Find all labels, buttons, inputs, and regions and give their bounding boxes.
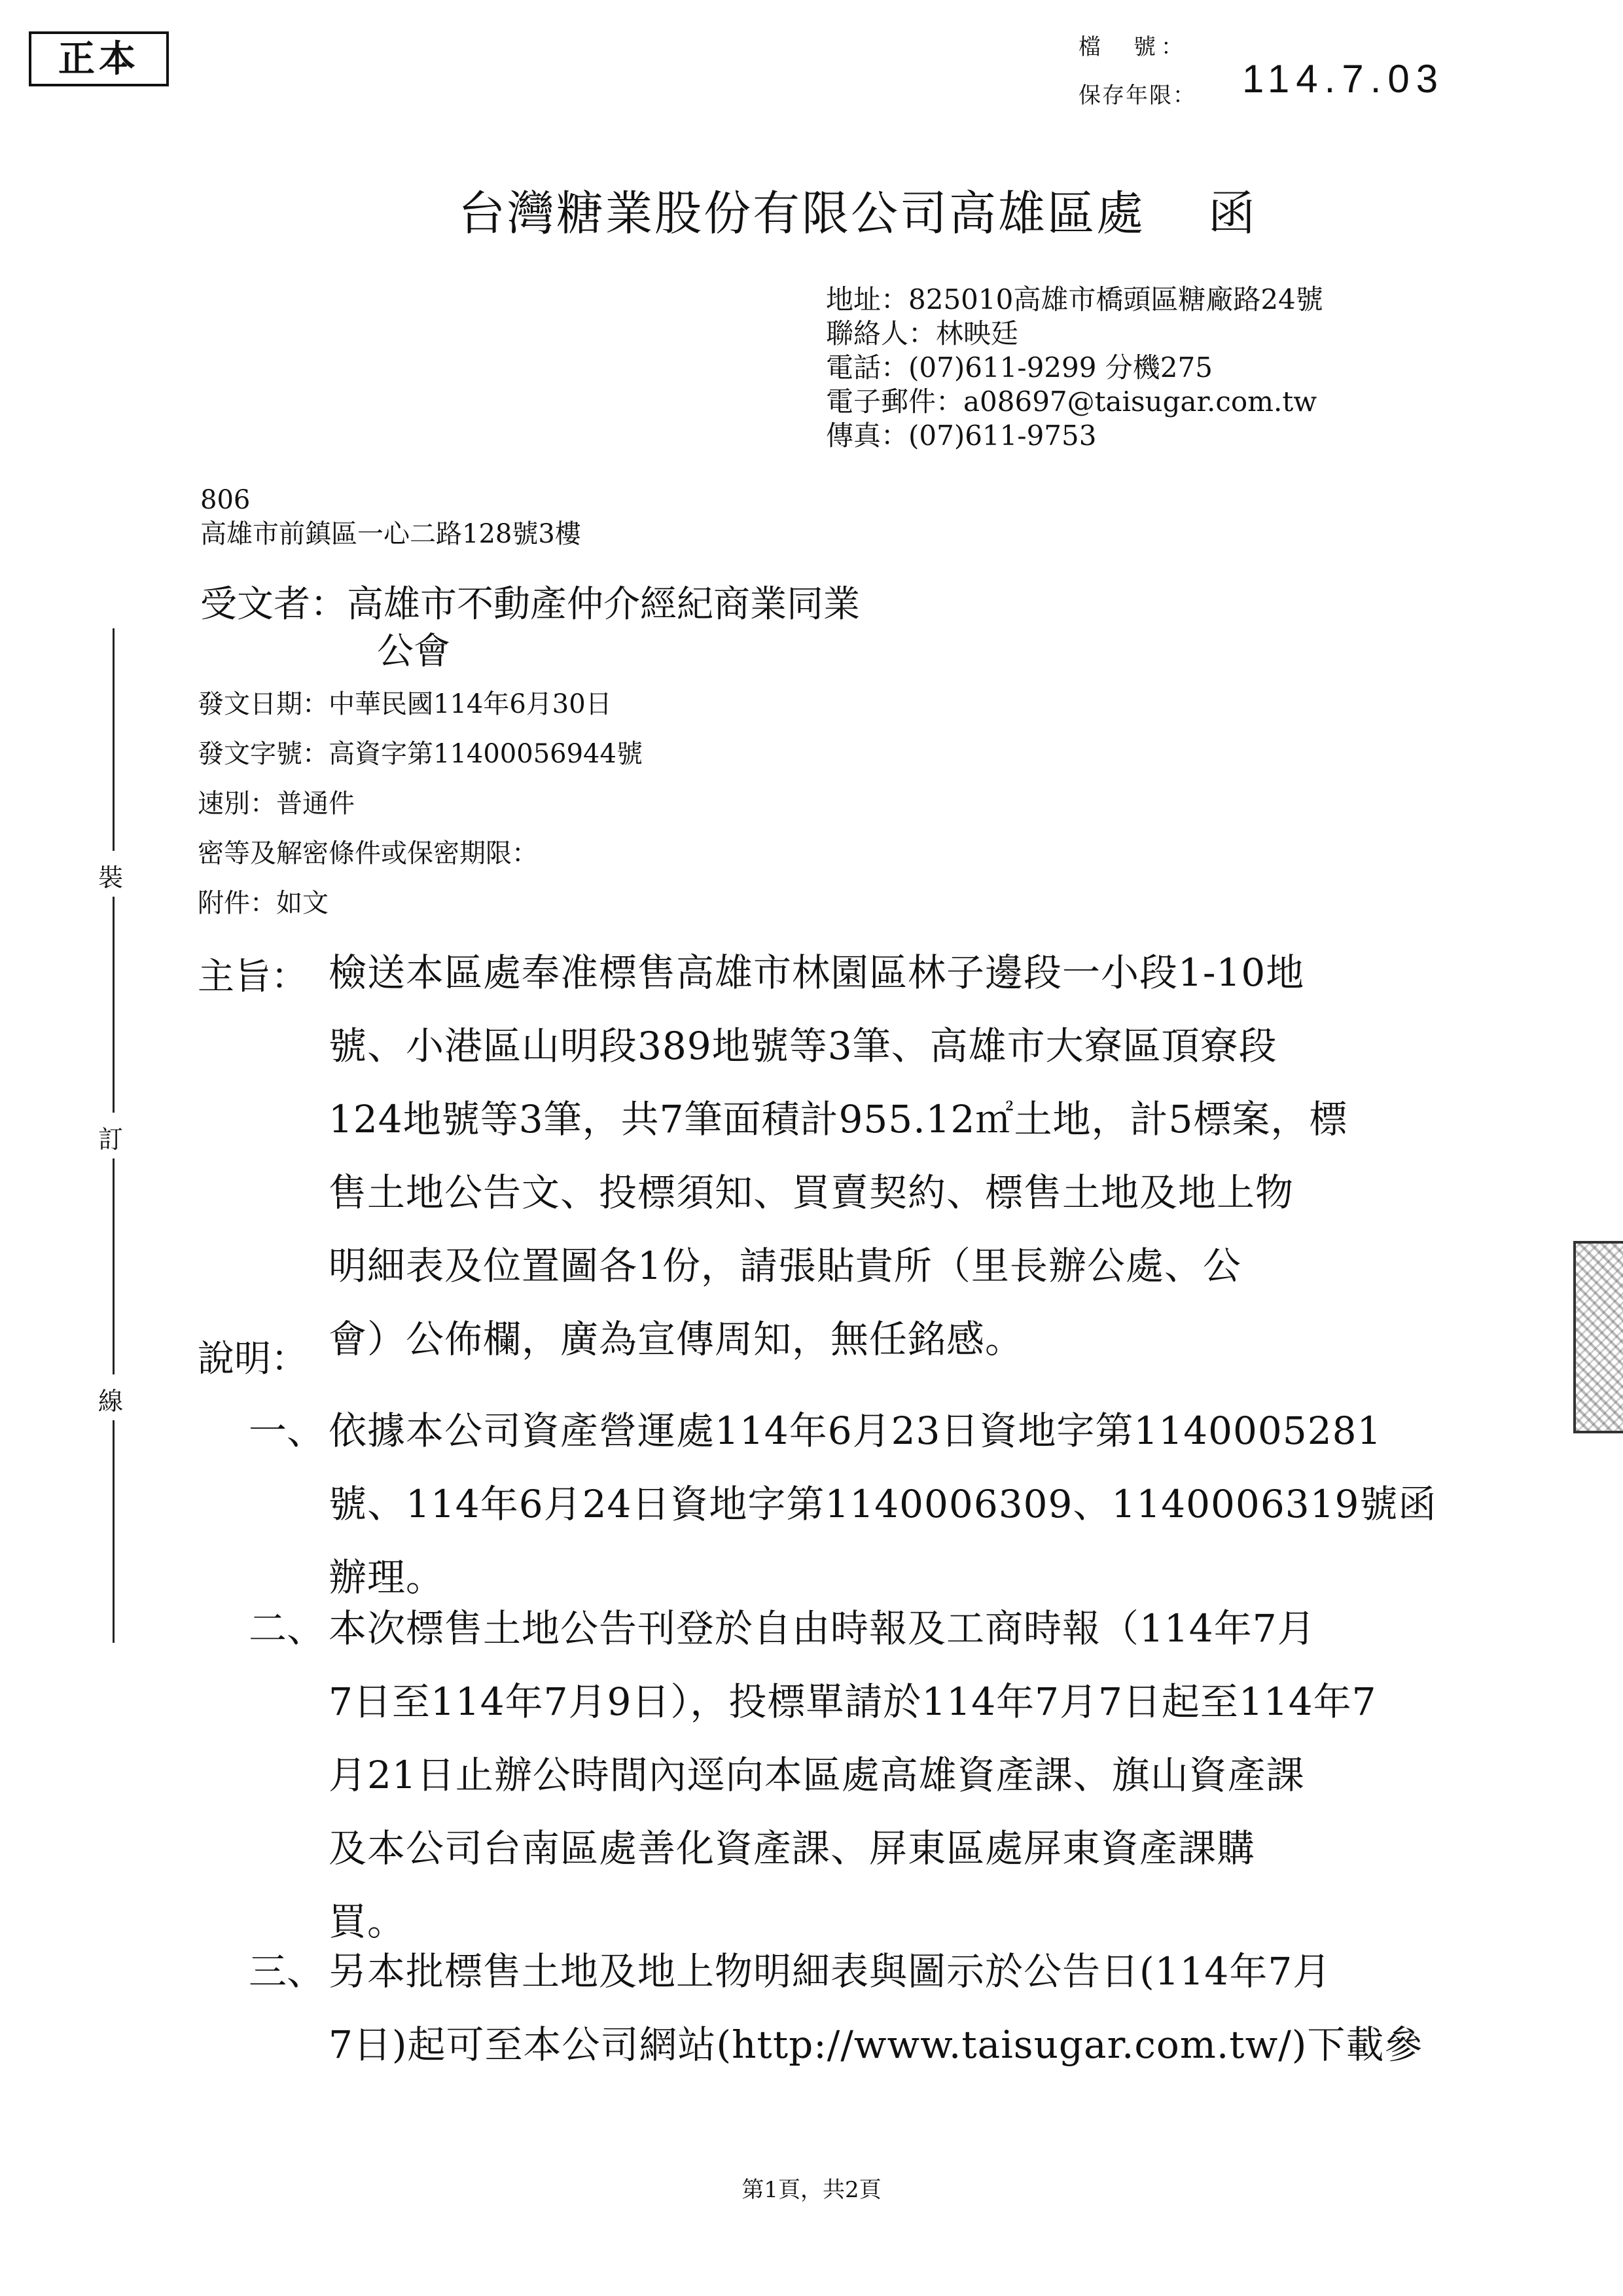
original-copy-stamp: 正本 bbox=[29, 31, 169, 86]
attachment: 附件：如文 bbox=[198, 888, 329, 918]
document-number: 發文字號：高資字第11400056944號 bbox=[198, 739, 643, 769]
contact-fax: 傳真：(07)611-9753 bbox=[826, 420, 1097, 452]
contact-phone: 電話：(07)611-9299 分機275 bbox=[826, 351, 1213, 384]
file-number-label: 檔 號： bbox=[1079, 34, 1188, 60]
explanation-line: 號、114年6月24日資地字第1140006309、1140006319號函 bbox=[329, 1482, 1437, 1526]
subject-body bbox=[329, 936, 1454, 1376]
explanation-line: 另本批標售土地及地上物明細表與圖示於公告日(114年7月 bbox=[329, 1949, 1332, 1994]
delivery-speed: 速別：普通件 bbox=[198, 789, 355, 819]
explanation-item-1 bbox=[329, 1394, 1454, 1614]
recipient-zip: 806 bbox=[200, 485, 251, 515]
explanation-line: 買。 bbox=[329, 1899, 406, 1944]
contact-person: 聯絡人：林映廷 bbox=[826, 317, 1019, 350]
document-type: 函 bbox=[1208, 186, 1258, 241]
recipient-line-1: 受文者：高雄市不動產仲介經紀商業同業 bbox=[200, 583, 860, 626]
secrecy-level: 密等及解密條件或保密期限： bbox=[198, 838, 538, 869]
retention-period-label: 保存年限： bbox=[1079, 82, 1196, 109]
binding-line-bottom bbox=[113, 1420, 115, 1643]
contact-email: 電子郵件：a08697@taisugar.com.tw bbox=[826, 386, 1317, 418]
recipient-line-2: 公會 bbox=[377, 630, 450, 673]
explanation-line: 本次標售土地公告刊登於自由時報及工商時報（114年7月 bbox=[329, 1606, 1316, 1651]
explanation-line: 7日至114年7月9日），投標單請於114年7月7日起至114年7 bbox=[329, 1679, 1377, 1724]
explanation-item-number: 一、 bbox=[249, 1408, 325, 1453]
explanation-line: 月21日止辦公時間內逕向本區處高雄資產課、旗山資產課 bbox=[329, 1753, 1305, 1797]
explanation-line: 7日)起可至本公司網站(http://www.taisugar.com.tw/)下載參 bbox=[329, 2022, 1423, 2067]
subject-line: 124地號等3筆，共7筆面積計955.12㎡土地，計5標案，標 bbox=[329, 1097, 1348, 1141]
binding-line-top bbox=[113, 628, 115, 851]
issue-date: 發文日期：中華民國114年6月30日 bbox=[198, 689, 612, 719]
contact-address: 地址：825010高雄市橋頭區糖廠路24號 bbox=[826, 283, 1323, 315]
subject-line: 號、小港區山明段389地號等3筆、高雄市大寮區頂寮段 bbox=[329, 1024, 1277, 1068]
explanation-line: 及本公司台南區處善化資產課、屏東區處屏東資產課購 bbox=[329, 1826, 1256, 1871]
subject-line: 檢送本區處奉准標售高雄市林園區林子邊段一小段1-10地 bbox=[329, 950, 1305, 995]
explanation-line: 辦理。 bbox=[329, 1555, 445, 1600]
explanation-item-2 bbox=[329, 1592, 1454, 1958]
binding-line-middle bbox=[113, 897, 115, 1113]
issuing-organization: 台灣糖業股份有限公司高雄區處 bbox=[458, 186, 1146, 241]
binding-mark-ding: 訂 bbox=[98, 1125, 124, 1154]
recipient bbox=[200, 581, 860, 675]
explanation-label: 說明： bbox=[198, 1338, 308, 1380]
subject-line: 售土地公告文、投標須知、買賣契約、標售土地及地上物 bbox=[329, 1170, 1294, 1215]
binding-mark-xian: 線 bbox=[98, 1387, 124, 1416]
recipient-street: 高雄市前鎮區一心二路128號3樓 bbox=[200, 519, 581, 549]
retention-date-stamp: 114.7.03 bbox=[1242, 57, 1445, 101]
explanation-item-number: 三、 bbox=[249, 1949, 325, 1994]
page-number: 第1頁，共2頁 bbox=[741, 2177, 882, 2203]
subject-label: 主旨： bbox=[198, 956, 308, 998]
binding-line-lower bbox=[113, 1158, 115, 1374]
subject-line: 會）公佈欄，廣為宣傳周知，無任銘感。 bbox=[329, 1317, 1024, 1361]
document-title bbox=[458, 175, 1257, 243]
explanation-line: 依據本公司資產營運處114年6月23日資地字第1140005281 bbox=[329, 1408, 1382, 1453]
explanation-item-3 bbox=[329, 1935, 1454, 2081]
binding-mark-zhuang: 裝 bbox=[98, 863, 124, 892]
explanation-item-number: 二、 bbox=[249, 1606, 325, 1651]
subject-line: 明細表及位置圖各1份，請張貼貴所（里長辦公處、公 bbox=[329, 1244, 1241, 1288]
official-seal-partial bbox=[1573, 1241, 1623, 1433]
